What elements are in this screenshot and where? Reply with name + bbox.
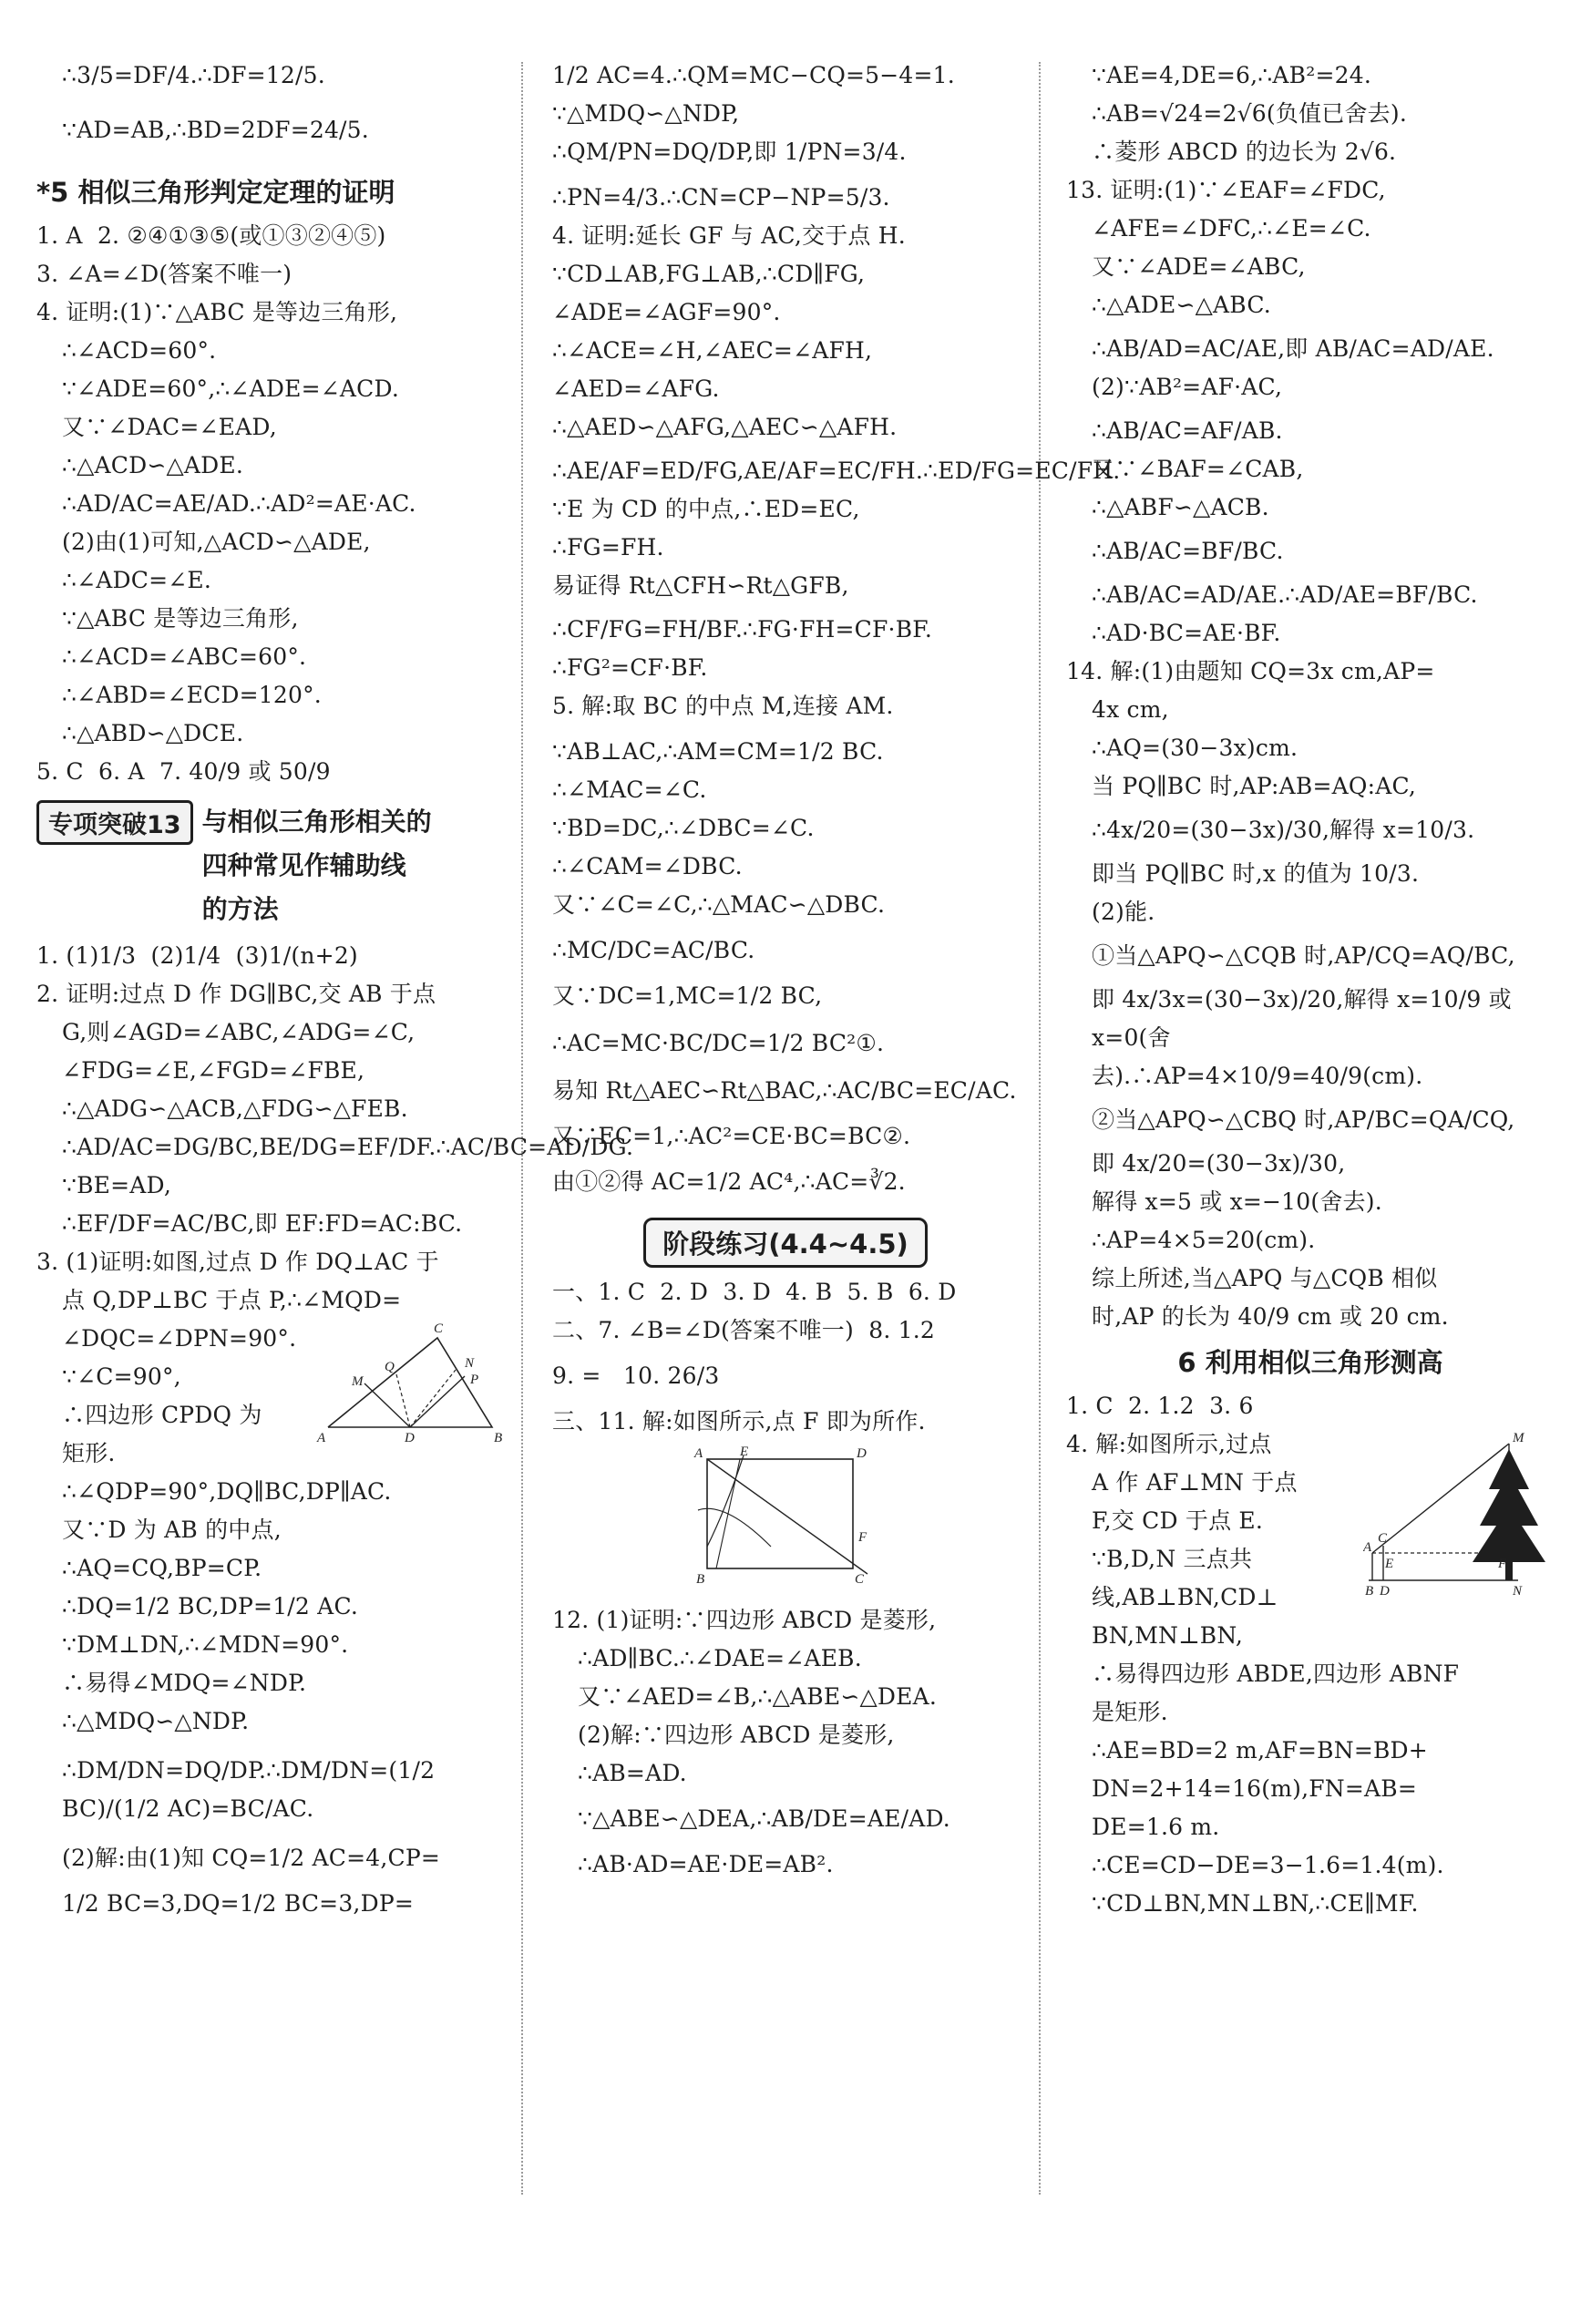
text-line: 又∵∠AED=∠B,∴△ABE∽△DEA. (578, 1683, 937, 1710)
text-line: ∴∠ACE=∠H,∠AEC=∠AFH, (552, 337, 873, 364)
text-line: ∴AP=4×5=20(cm). (1092, 1227, 1316, 1253)
special-topic-title: 与相似三角形相关的 (201, 807, 432, 837)
text-line: ∴AE=BD=2 m,AF=BN=BD+ (1092, 1737, 1428, 1764)
text-line: (2)解:由(1)知 CQ=1/2 AC=4,CP= (62, 1845, 441, 1871)
figure-label: A (1363, 1540, 1372, 1555)
stage-exercise-title: 阶段练习(4.4~4.5) (643, 1218, 928, 1268)
text-line: ∴AC=MC·BC/DC=1/2 BC²①. (552, 1030, 885, 1056)
text-line: ∴∠ACD=∠ABC=60°. (62, 643, 307, 670)
text-line: 1. (1)1/3 (2)1/4 (3)1/(n+2) (36, 942, 358, 969)
text-line: ∴∠ACD=60°. (62, 337, 217, 364)
text-line: 三、11. 解:如图所示,点 F 即为所作. (552, 1408, 926, 1435)
figure-label: E (1385, 1557, 1394, 1571)
figure-label: F (1498, 1557, 1507, 1571)
text-line: ∵CD⊥BN,MN⊥BN,∴CE∥MF. (1092, 1890, 1419, 1917)
text-line: ∠FDG=∠E,∠FGD=∠FBE, (62, 1057, 365, 1084)
text-line: 4. 证明:(1)∵△ABC 是等边三角形, (36, 299, 398, 325)
text-line: ∴△ABD∽△DCE. (62, 720, 244, 746)
text-line: 又∵∠DAC=∠EAD, (62, 414, 277, 440)
triangle-figure (310, 1320, 510, 1447)
figure-label: C (434, 1321, 444, 1336)
text-line: 9. = 10. 26/3 (552, 1363, 720, 1389)
text-line: 易证得 Rt△CFH∽Rt△GFB, (552, 572, 849, 599)
text-line: ∴AD∥BC.∴∠DAE=∠AEB. (578, 1645, 862, 1671)
text-line: 当 PQ∥BC 时,AP:AB=AQ:AC, (1092, 773, 1417, 799)
text-line: ∵DM⊥DN,∴∠MDN=90°. (62, 1631, 349, 1658)
text-line: ∴易得∠MDQ=∠NDP. (62, 1670, 307, 1696)
special-topic-title: 四种常见作辅助线 (201, 850, 406, 880)
text-line: ∵E 为 CD 的中点,∴ED=EC, (552, 496, 860, 522)
figure-label: D (1380, 1584, 1390, 1599)
rectangle-figure (689, 1446, 889, 1592)
text-line: ∴AB/AD=AC/AE,即 AB/AC=AD/AE. (1092, 335, 1494, 362)
text-line: ∠DQC=∠DPN=90°. (62, 1325, 297, 1352)
text-line: 时,AP 的长为 40/9 cm 或 20 cm. (1092, 1303, 1449, 1330)
text-line: 二、7. ∠B=∠D(答案不唯一) 8. 1.2 (552, 1317, 936, 1343)
text-line: ∴AD/AC=DG/BC,BE/DG=EF/DF.∴AC/BC=AD/DG. (62, 1134, 634, 1160)
text-line: ∠AED=∠AFG. (552, 375, 720, 402)
text-line: ∴FG²=CF·BF. (552, 654, 708, 681)
stage-exercise-header (552, 1218, 1019, 1268)
figure-label: D (857, 1446, 867, 1461)
text-line: 解得 x=5 或 x=−10(舍去). (1092, 1188, 1382, 1215)
text-line: ∴△ACD∽△ADE. (62, 452, 244, 478)
text-line: ∴PN=4/3.∴CN=CP−NP=5/3. (552, 184, 890, 211)
text-line: 4. 证明:延长 GF 与 AC,交于点 H. (552, 222, 906, 249)
text-line: ②当△APQ∽△CBQ 时,AP/BC=QA/CQ, (1092, 1106, 1515, 1133)
text-line: (2)能. (1092, 899, 1155, 925)
section-title-5: *5 相似三角形判定定理的证明 (36, 177, 395, 208)
text-line: ∵△MDQ∽△NDP, (552, 100, 740, 127)
text-line: 1/2 AC=4.∴QM=MC−CQ=5−4=1. (552, 62, 955, 88)
text-line: 由①②得 AC=1/2 AC⁴,∴AC=∛2. (552, 1168, 906, 1195)
text-line: ∴△ADG∽△ACB,△FDG∽△FEB. (62, 1095, 408, 1122)
text-line: G,则∠AGD=∠ABC,∠ADG=∠C, (62, 1019, 416, 1045)
text-line: ∵B,D,N 三点共 (1092, 1546, 1253, 1572)
text-line: ∵∠C=90°, (62, 1363, 181, 1390)
figure-label: A (694, 1446, 703, 1461)
text-line: 又∵∠ADE=∠ABC, (1092, 253, 1306, 280)
text-line: 是矩形. (1092, 1699, 1168, 1725)
figure-label: D (405, 1431, 415, 1445)
text-line: 3. ∠A=∠D(答案不唯一) (36, 261, 293, 287)
text-line: ∵AD=AB,∴BD=2DF=24/5. (62, 117, 369, 143)
text-line: ∴AB/AC=BF/BC. (1092, 538, 1284, 564)
text-line: 1. C 2. 1.2 3. 6 (1066, 1393, 1254, 1419)
text-line: ∴易得四边形 ABDE,四边形 ABNF (1092, 1661, 1460, 1687)
text-line: 又∵DC=1,MC=1/2 BC, (552, 982, 823, 1009)
column-middle (552, 57, 1121, 1884)
tree-height-figure (1363, 1425, 1555, 1608)
text-line: F,交 CD 于点 E. (1092, 1507, 1264, 1534)
text-line: 矩形. (62, 1440, 116, 1466)
text-line: 去).∴AP=4×10/9=40/9(cm). (1092, 1063, 1423, 1089)
text-line: 13. 证明:(1)∵∠EAF=∠FDC, (1066, 177, 1386, 203)
text-line: ∴∠MAC=∠C. (552, 776, 707, 803)
text-line: ∴∠ADC=∠E. (62, 567, 211, 593)
text-line: ∵BE=AD, (62, 1172, 172, 1198)
text-line: 线,AB⊥BN,CD⊥ (1092, 1584, 1278, 1610)
text-line: 又∵∠BAF=∠CAB, (1092, 456, 1304, 482)
figure-label: M (1513, 1431, 1524, 1445)
text-line: 1/2 BC=3,DQ=1/2 BC=3,DP= (62, 1890, 414, 1917)
text-line: ∴3/5=DF/4.∴DF=12/5. (62, 62, 325, 88)
text-line: ∴MC/DC=AC/BC. (552, 937, 755, 963)
text-line: ∴AB·AD=AE·DE=AB². (578, 1851, 834, 1877)
text-line: ∵AE=4,DE=6,∴AB²=24. (1092, 62, 1371, 88)
figure-label: C (855, 1572, 865, 1587)
text-line: ∴DQ=1/2 BC,DP=1/2 AC. (62, 1593, 359, 1620)
column-right (1066, 57, 1555, 1923)
text-line: 点 Q,DP⊥BC 于点 P,∴∠MQD= (62, 1287, 402, 1313)
text-line: ∴FG=FH. (552, 534, 664, 560)
text-line: ∴△ADE∽△ABC. (1092, 292, 1271, 318)
text-line: (2)由(1)可知,△ACD∽△ADE, (62, 529, 371, 555)
text-line: ∠ADE=∠AGF=90°. (552, 299, 781, 325)
text-line: 即 4x/3x=(30−3x)/20,解得 x=10/9 或 x=0(舍 (1092, 986, 1520, 1051)
text-line: 12. (1)证明:∵四边形 ABCD 是菱形, (552, 1607, 937, 1633)
text-line: ∵CD⊥AB,FG⊥AB,∴CD∥FG, (552, 261, 866, 287)
figure-label: Q (385, 1360, 395, 1374)
text-line: 14. 解:(1)由题知 CQ=3x cm,AP= (1066, 658, 1435, 684)
text-line: ∴AD·BC=AE·BF. (1092, 620, 1281, 646)
figure-label: F (858, 1530, 867, 1545)
text-line: ∴AB=√24=2√6(负值已舍去). (1092, 100, 1407, 127)
figure-label: B (494, 1431, 503, 1445)
text-line: ∴△MDQ∽△NDP. (62, 1708, 250, 1734)
text-line: ∴QM/PN=DQ/DP,即 1/PN=3/4. (552, 139, 907, 165)
figure-label: B (1365, 1584, 1374, 1599)
text-line: 3. (1)证明:如图,过点 D 作 DQ⊥AC 于 (36, 1249, 439, 1275)
text-line: 5. 解:取 BC 的中点 M,连接 AM. (552, 693, 894, 719)
text-line: ∵∠ADE=60°,∴∠ADE=∠ACD. (62, 375, 399, 402)
text-line: ∴AB/AC=AD/AE.∴AD/AE=BF/BC. (1092, 581, 1478, 608)
text-line: 5. C 6. A 7. 40/9 或 50/9 (36, 758, 331, 785)
text-line: ∵△ABE∽△DEA,∴AB/DE=AE/AD. (578, 1805, 950, 1832)
problem-3-figure-block (36, 1320, 510, 1473)
text-line: 又∵EC=1,∴AC²=CE·BC=BC②. (552, 1123, 911, 1149)
text-line: 2. 证明:过点 D 作 DG∥BC,交 AB 于点 (36, 981, 436, 1007)
text-line: ∵△ABC 是等边三角形, (62, 605, 299, 632)
text-line: 一、1. C 2. D 3. D 4. B 5. B 6. D (552, 1279, 957, 1305)
text-line: A 作 AF⊥MN 于点 (1092, 1469, 1298, 1496)
text-line: ∴AQ=CQ,BP=CP. (62, 1555, 262, 1581)
text-line: ∵BD=DC,∴∠DBC=∠C. (552, 815, 815, 841)
text-line: DN=2+14=16(m),FN=AB= (1092, 1775, 1417, 1802)
figure-label: N (465, 1356, 475, 1371)
text-line: ∴CF/FG=FH/BF.∴FG·FH=CF·BF. (552, 616, 933, 643)
text-line: ∴EF/DF=AC/BC,即 EF:FD=AC:BC. (62, 1210, 463, 1237)
special-topic-badge: 专项突破13 (36, 800, 193, 845)
text-line: 综上所述,当△APQ 与△CQB 相似 (1092, 1265, 1438, 1291)
figure-label: E (740, 1446, 749, 1459)
text-line: 即当 PQ∥BC 时,x 的值为 10/3. (1092, 860, 1420, 887)
text-line: ∴AD/AC=AE/AD.∴AD²=AE·AC. (62, 490, 416, 517)
text-line: 即 4x/20=(30−3x)/30, (1092, 1150, 1346, 1177)
text-line: ∴△AED∽△AFG,△AEC∽△AFH. (552, 414, 898, 440)
figure-label: M (352, 1374, 364, 1389)
text-line: ∴∠CAM=∠DBC. (552, 853, 743, 879)
text-line: ∠AFE=∠DFC,∴∠E=∠C. (1092, 215, 1371, 242)
text-line: ∴菱形 ABCD 的边长为 2√6. (1092, 139, 1397, 165)
text-line: (2)∵AB²=AF·AC, (1092, 374, 1283, 400)
text-line: 4. 解:如图所示,过点 (1066, 1431, 1272, 1457)
figure-label: P (470, 1373, 479, 1387)
text-line: BN,MN⊥BN, (1092, 1622, 1243, 1649)
text-line: ∴∠ABD=∠ECD=120°. (62, 682, 322, 708)
text-line: ∴AB/AC=AF/AB. (1092, 417, 1283, 444)
text-line: (2)解:∵四边形 ABCD 是菱形, (578, 1722, 895, 1748)
special-topic-header (36, 800, 510, 931)
text-line: ∴AE/AF=ED/FG,AE/AF=EC/FH.∴ED/FG=EC/FH. (552, 458, 1121, 484)
text-line: ∴△ABF∽△ACB. (1092, 494, 1269, 520)
text-line: ∴CE=CD−DE=3−1.6=1.4(m). (1092, 1852, 1444, 1878)
text-line: 1. A 2. ②④①③⑤(或①③②④⑤) (36, 222, 386, 249)
figure-label: B (696, 1572, 705, 1587)
text-line: 又∵∠C=∠C,∴△MAC∽△DBC. (552, 891, 886, 918)
text-line: ∵AB⊥AC,∴AM=CM=1/2 BC. (552, 738, 884, 765)
text-line: ∴AQ=(30−3x)cm. (1092, 735, 1298, 761)
special-topic-title: 的方法 (201, 894, 279, 924)
text-line: ∴AB=AD. (578, 1760, 687, 1786)
text-line: ∴4x/20=(30−3x)/30,解得 x=10/3. (1092, 817, 1475, 843)
text-line: ①当△APQ∽△CQB 时,AP/CQ=AQ/BC, (1092, 942, 1515, 969)
figure-label: C (1378, 1531, 1388, 1546)
text-line: ∴DM/DN=DQ/DP.∴DM/DN=(1/2 BC)/(1/2 AC)=BC/AC. (62, 1757, 443, 1822)
text-line: 4x cm, (1092, 696, 1169, 723)
text-line: 易知 Rt△AEC∽Rt△BAC,∴AC/BC=EC/AC. (552, 1077, 1017, 1104)
figure-label: A (317, 1431, 326, 1445)
column-divider (1039, 62, 1041, 2195)
rectangle-figure-block (552, 1446, 1019, 1596)
section-title-6: 6 利用相似三角形测高 (1177, 1347, 1443, 1378)
figure-label: N (1513, 1584, 1523, 1599)
text-line: DE=1.6 m. (1092, 1814, 1220, 1840)
text-line: ∴∠QDP=90°,DQ∥BC,DP∥AC. (62, 1478, 392, 1505)
text-line: 又∵D 为 AB 的中点, (62, 1517, 282, 1543)
problem-4-figure-block (1066, 1425, 1555, 1655)
text-line: ∴四边形 CPDQ 为 (62, 1402, 262, 1428)
